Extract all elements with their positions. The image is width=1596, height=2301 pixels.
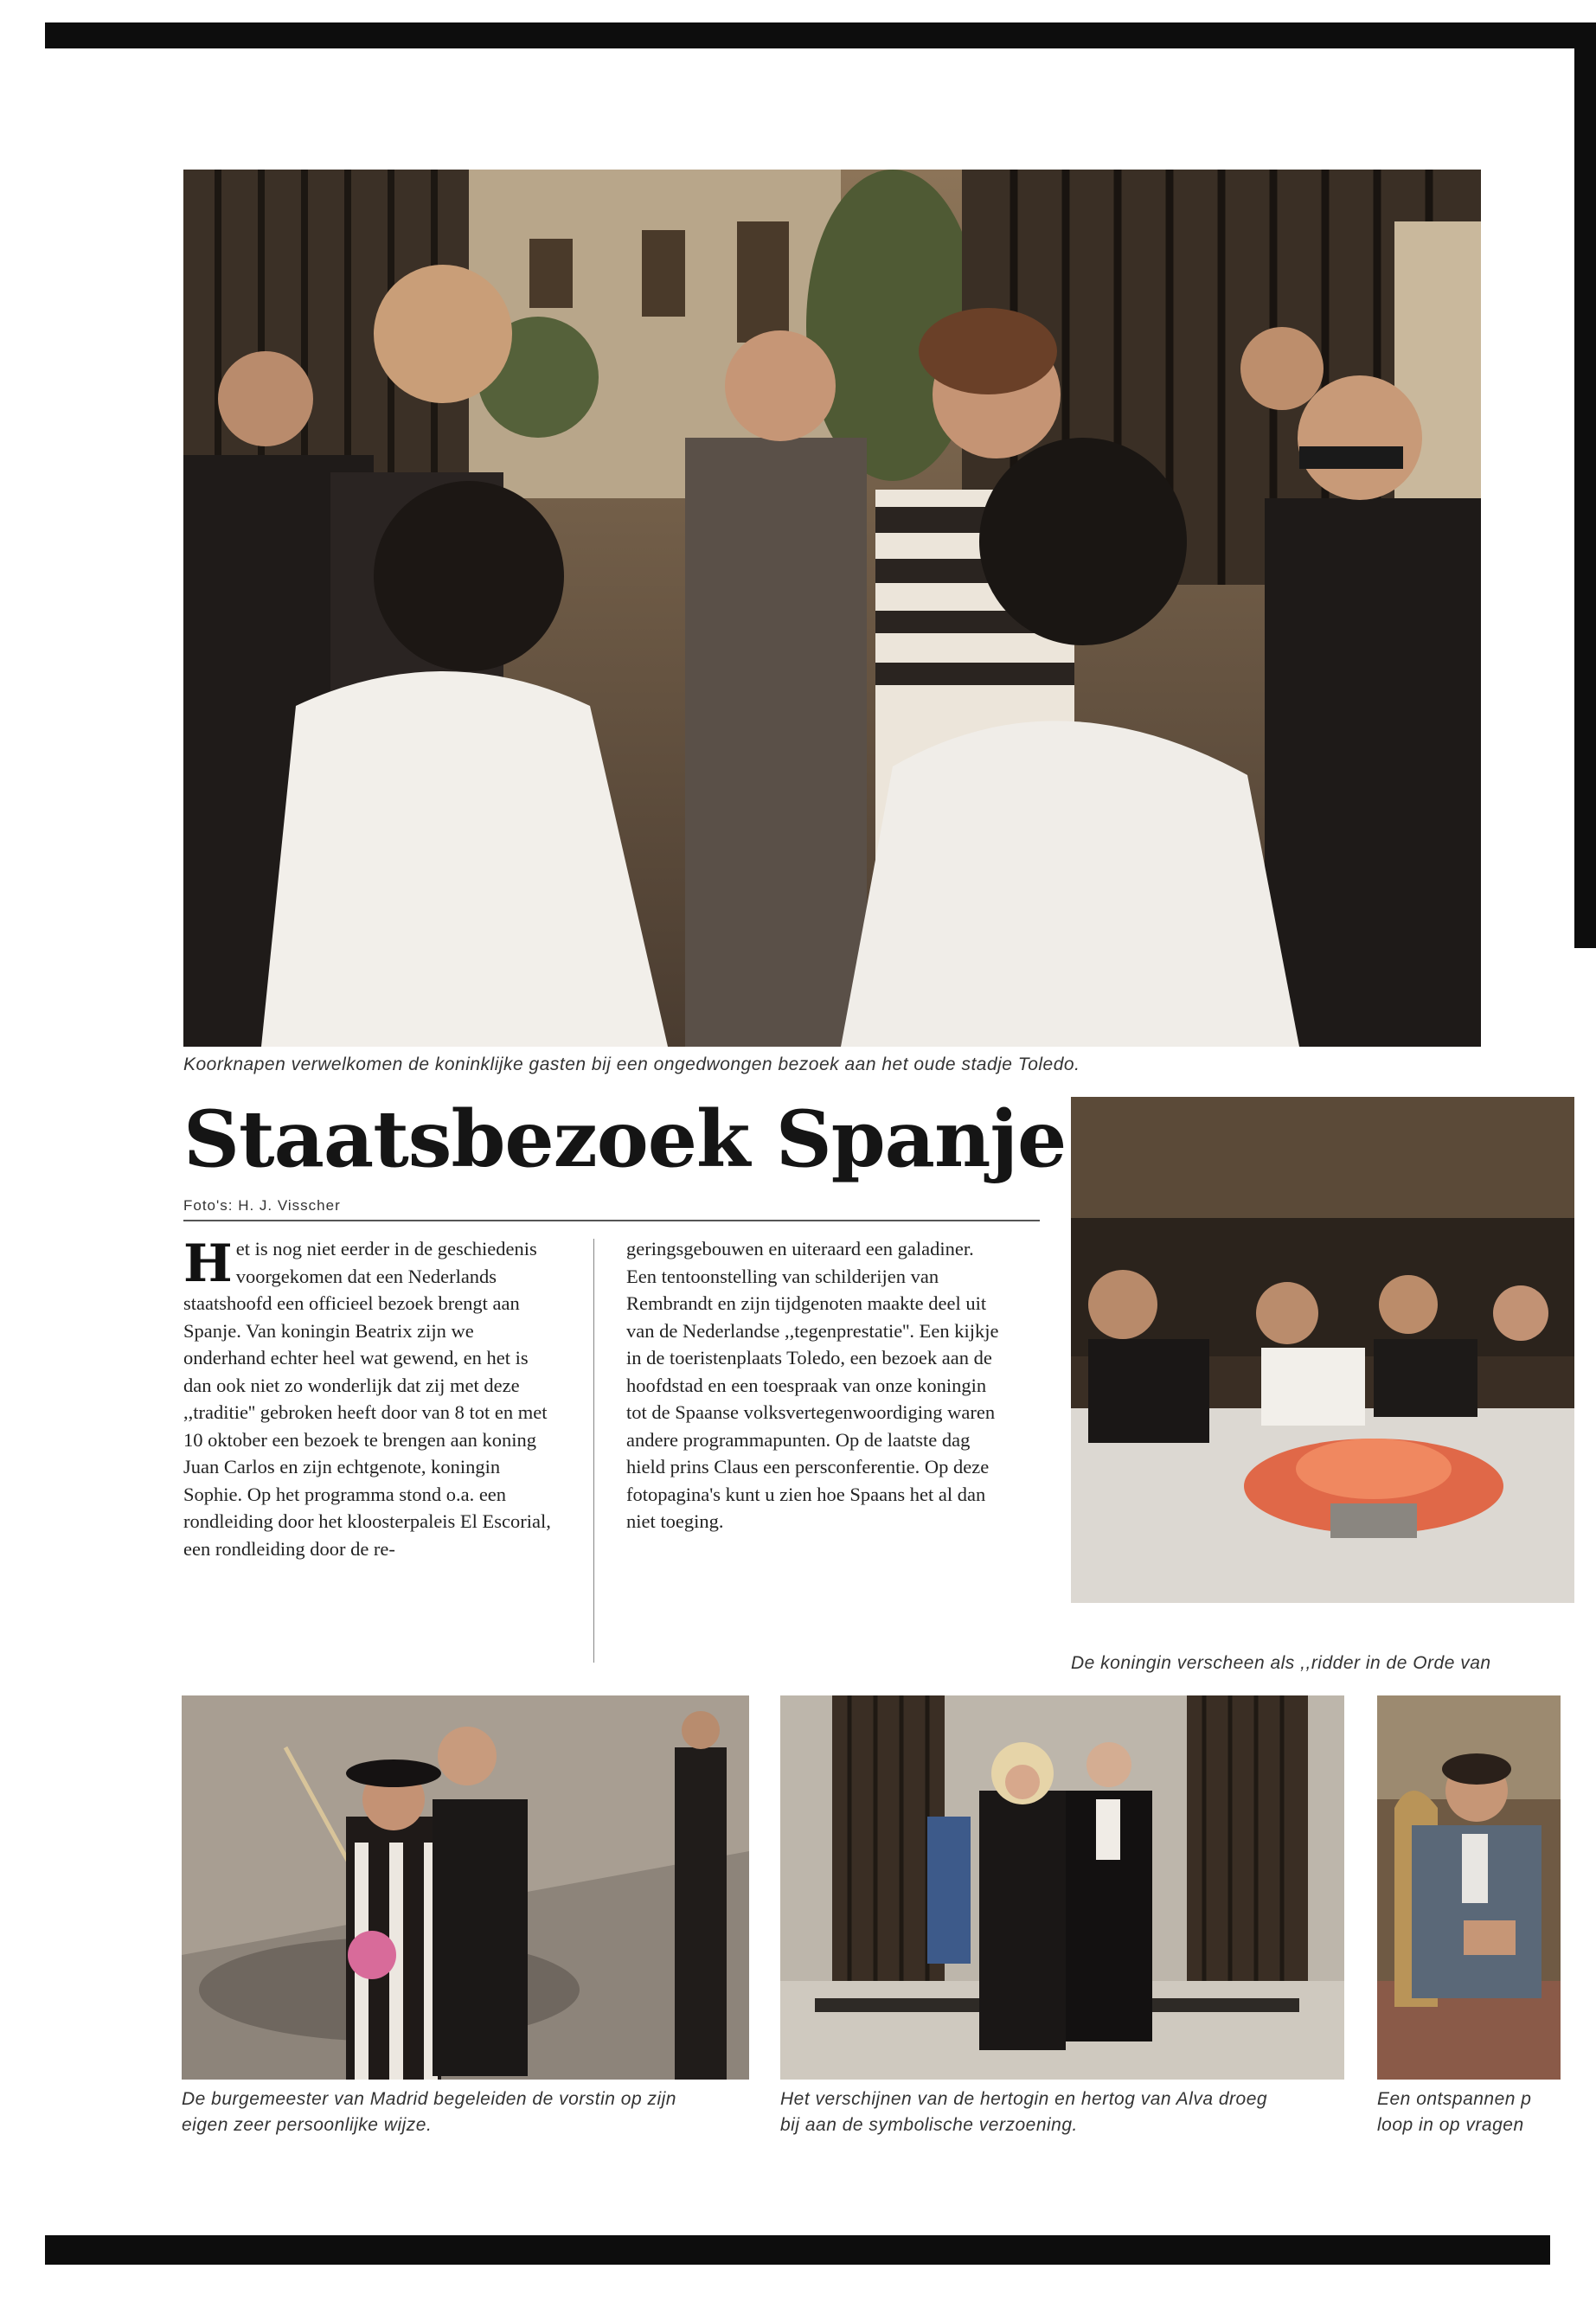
dinner-photo-caption: De koningin verscheen als ,,ridder in de Orde van (1071, 1653, 1491, 1673)
photo-credit: Foto's: H. J. Visscher (183, 1197, 341, 1214)
column-1-text: et is nog niet eerder in de geschiedenis voorgekomen dat een Nederlands staatshoofd een officieel bezoek brengt aan Spanje. Van koningin Beatrix zijn we onderhand echter heel wat gewend, en het is dan ook niet zo wonderlijk dat zij met deze ,,traditie'' gebroken heeft door van 8 tot en met 10 oktober een bezoek te brengen aan koning Juan Carlos en zijn echtgenote, koningin Sophie. Op het programma stond o.a. een rondleiding door het kloosterpaleis El Escorial, een rondleiding door de re- (183, 1238, 551, 1560)
alva-photo-caption-line-2: bij aan de symbolische verzoening. (780, 2115, 1078, 2135)
article-column-1 (183, 1235, 555, 1562)
dropcap: H (183, 1234, 233, 1294)
madrid-photo-caption-line-2: eigen zeer persoonlijke wijze. (182, 2115, 433, 2135)
article-column-2: geringsgebouwen en uiteraard een galadiner. Een tentoonstelling van schilderijen van Rembrandt en zijn tijdgenoten maakte deel uit van de Nederlandse ,,tegenprestatie''. Een kijkje in de toeristenplaats Toledo, een bezoek aan de hoofdstad en een toespraak van onze koningin tot de Spaanse volksvertegenwoordiging waren andere programmapunten. Op de laatste dag hield prins Claus een persconferentie. Op deze fotopagina's kunt u zien hoe Spaans het al dan niet toeging. (626, 1238, 999, 1532)
bottom-border-bar (45, 2235, 1550, 2265)
column-divider (593, 1239, 594, 1663)
alva-photo (780, 1695, 1344, 2080)
alva-photo-caption-line-1: Het verschijnen van de hertogin en hertog van Alva droeg (780, 2089, 1268, 2109)
dinner-photo (1071, 1097, 1574, 1603)
madrid-photo-caption-line-1: De burgemeester van Madrid begeleiden de vorstin op zijn (182, 2089, 676, 2109)
top-border-bar (45, 22, 1596, 48)
relaxed-photo-caption-line-2: loop in op vragen (1377, 2115, 1524, 2135)
relaxed-photo-caption-line-1: Een ontspannen p (1377, 2089, 1532, 2109)
main-photo-caption: Koorknapen verwelkomen de koninklijke gasten bij een ongedwongen bezoek aan het oude stadje Toledo. (183, 1054, 1080, 1074)
right-border-bar (1574, 48, 1596, 948)
title-rule (183, 1220, 1040, 1221)
article-title: Staatsbezoek Spanje (183, 1093, 1067, 1185)
madrid-photo (182, 1695, 749, 2080)
main-photo-toledo (183, 170, 1481, 1047)
relaxed-photo (1377, 1695, 1561, 2080)
